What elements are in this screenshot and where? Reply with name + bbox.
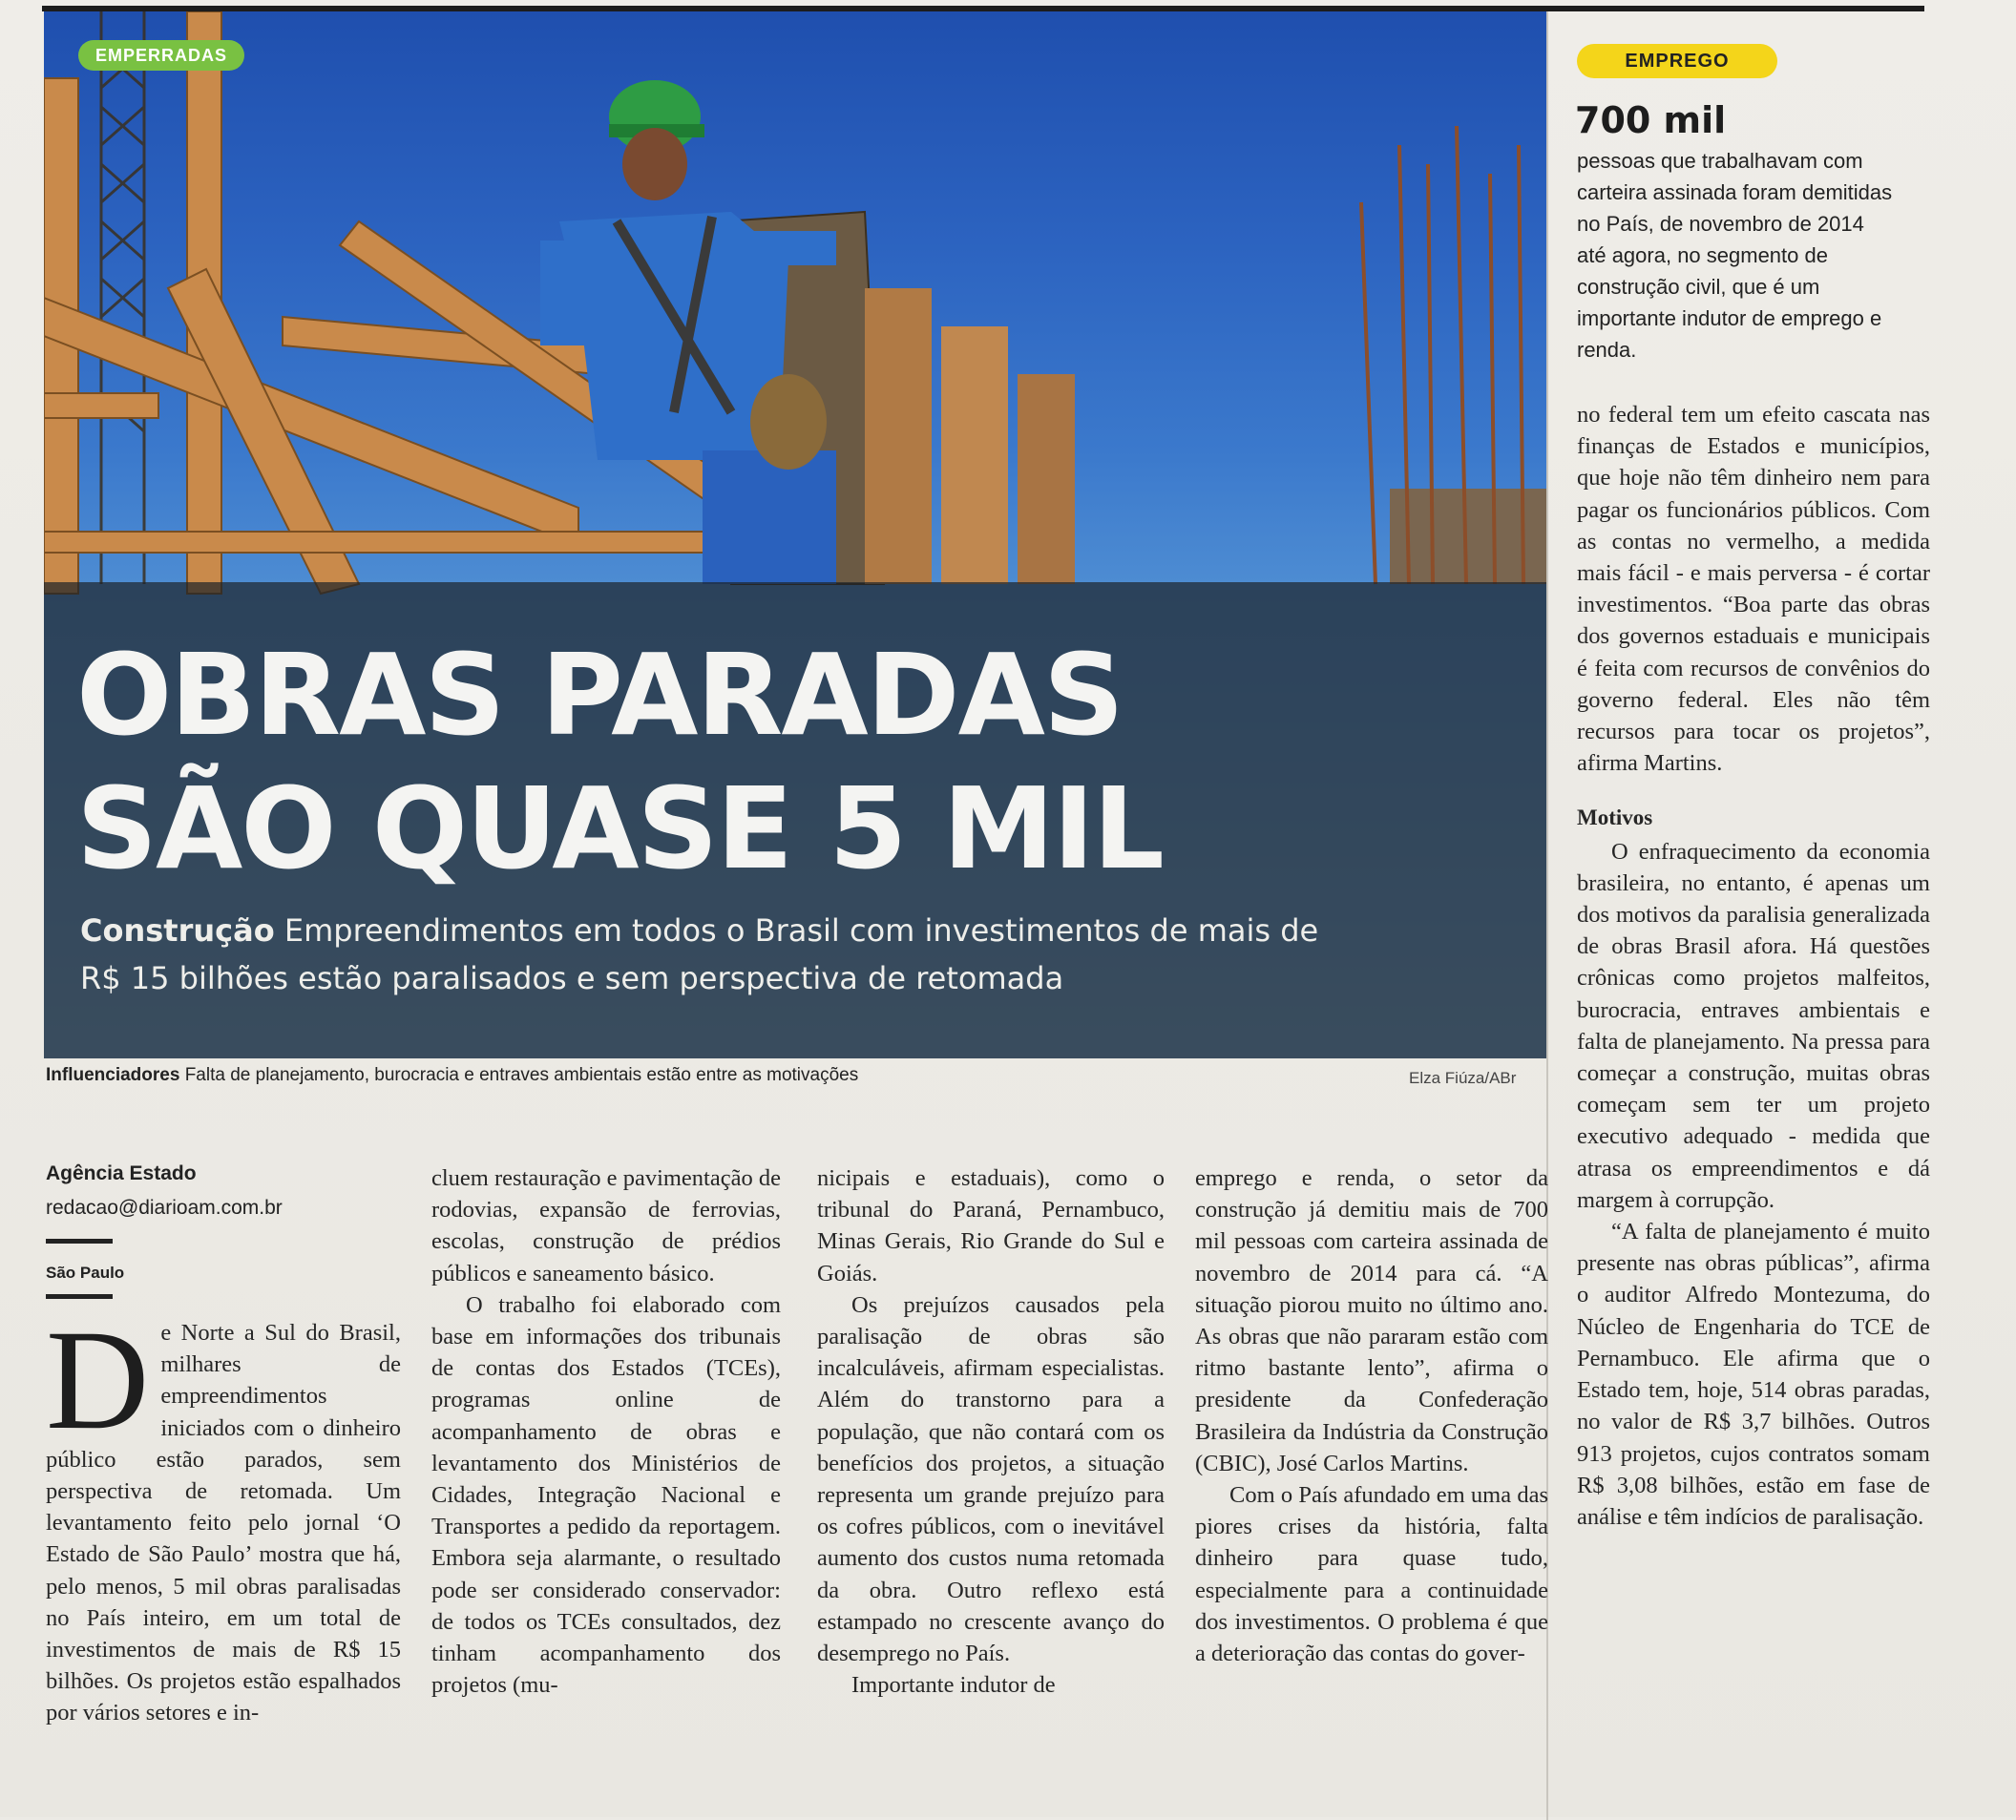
body-column-1 [46,1301,401,1729]
subheadline [80,907,1522,1002]
photo-credit: Elza Fiúza/ABr [1409,1069,1517,1087]
column-3-paragraph-2: Os prejuízos causados pela paralisação de obras são incalculáveis, afirmam especialistas. Além do transtorno para a população, que não contará com os benefícios dos projetos, a situação representa um grande prejuízo para os cofres públicos, com o inevitável aumento dos custos numa retomada da obra. Outro reflexo está estampado no crescente avanço do desemprego no País. [817,1291,1165,1667]
column-2-paragraph-2: O trabalho foi elaborado com base em informações dos tribunais de contas dos Estados (TCEs), programas online de acompanhamento de obras e levantamento dos Ministérios de Cidades, Integração Nacional e Transportes a pedido da reportagem. Embora seja alarmante, o resultado pode ser considerado conservador: de todos os TCEs consultados, dez tinham acompanhamento dos projetos (mu- [431,1291,781,1699]
byline-rule [46,1239,113,1244]
sidebar-tag: EMPREGO [1577,44,1777,78]
column-3-paragraph-1: nicipais e estaduais), como o tribunal do Paraná, Pernambuco, Minas Gerais, Rio Grande do Sul e Goiás. [817,1165,1165,1287]
column-2-paragraph-1: cluem restauração e pavimentação de rodovias, expansão de ferrovias, escolas, construção de prédios públicos e saneamento básico. [431,1165,781,1287]
subhead-line-2: R$ 15 bilhões estão paralisados e sem perspectiva de retomada [80,960,1064,996]
column-1-text: e Norte a Sul do Brasil, milhares de empreendimentos iniciados com o dinheiro público estão parados, sem perspectiva de retomada. Um levantamento feito pelo jornal ‘O Estado de São Paulo’ mostra que há, pelo menos, 5 mil obras paralisadas no País inteiro, em um total de investimentos de mais de R$ 15 bilhões. Os projetos estão espalhados por vários setores e in- [46,1320,401,1726]
column-5-paragraph-3: “A falta de planejamento é muito presente nas obras públicas”, afirma o auditor Alfredo Montezuma, do Núcleo de Engenharia do TCE de Pernambuco. Ele afirma que o Estado tem, hoje, 514 obras paradas, no valor de R$ 3,7 bilhões. Outros 913 projetos, cujos contratos somam R$ 3,08 bilhões, estão em fase de análise e têm indícios de paralisação. [1577,1219,1930,1530]
column-5-paragraph-1: no federal tem um efeito cascata nas finanças de Estados e municípios, que hoje não têm dinheiro nem para pagar os funcionários públicos. Com as contas no vermelho, a medida mais fácil - e mais perversa - é cortar investimentos. “Boa parte das obras dos governos estaduais e municipais é feita com recursos de convênios do governo federal. Eles não têm recursos para tocar os projetos”, afirma Martins. [1577,402,1930,777]
subhead-lead: Construção [80,912,275,949]
lead-photo [44,11,1546,1058]
caption-lead: Influenciadores [46,1065,180,1085]
section-tag: EMPERRADAS [78,40,244,71]
photo-caption [46,1065,858,1086]
headline-line-2: SÃO QUASE 5 MIL [76,763,1163,894]
headline [76,628,1470,895]
byline-agency: Agência Estado [46,1162,197,1184]
body-column-2 [431,1162,781,1701]
body-column-3 [817,1162,1165,1701]
dateline-city: São Paulo [46,1264,125,1282]
sidebar-figure: 700 mil [1575,99,1727,141]
caption-text: Falta de planejamento, burocracia e entraves ambientais estão entre as motivações [179,1065,859,1085]
subhead-line-1: Empreendimentos em todos o Brasil com investimentos de mais de [274,912,1319,949]
body-column-5 [1577,399,1930,1533]
dateline-rule [46,1294,113,1299]
column-5-paragraph-2: O enfraquecimento da economia brasileira, no entanto, é apenas um dos motivos da paralisia generalizada de obras Brasil afora. Há questões crônicas como projetos malfeitos, burocracia, entraves ambientais e falta de planejamento. Na pressa para começar a construção, muitas obras começam sem ter um projeto executivo adequado - medida que atrasa os empreendimentos e dá margem à corrupção. [1577,838,1930,1213]
column-4-paragraph-1: emprego e renda, o setor da construção já demitiu mais de 700 mil pessoas com carteira assinada de novembro de 2014 para cá. “A situação piorou muito no último ano. As obras que não pararam estão com ritmo bastante lento”, afirma o presidente da Confederação Brasileira da Indústria da Construção (CBIC), José Carlos Martins. [1195,1165,1548,1476]
subsection-label-motivos: Motivos [1577,805,1653,830]
drop-cap: D [46,1301,150,1459]
column-4-paragraph-2: Com o País afundado em uma das piores crises da história, falta dinheiro para quase tudo, especialmente para a continuidade dos investimentos. O problema é que a deterioração das contas do gover- [1195,1482,1548,1667]
headline-line-1: OBRAS PARADAS [76,629,1123,761]
byline-email[interactable]: redacao@diarioam.com.br [46,1197,283,1219]
sidebar-text: pessoas que trabalhavam com carteira assinada foram demitidas no País, de novembro de 2014 até agora, no segmento de construção civil, que é um importante indutor de emprego e renda. [1577,149,1893,362]
body-column-4 [1195,1162,1548,1669]
column-3-paragraph-3: Importante indutor de [851,1672,1056,1699]
